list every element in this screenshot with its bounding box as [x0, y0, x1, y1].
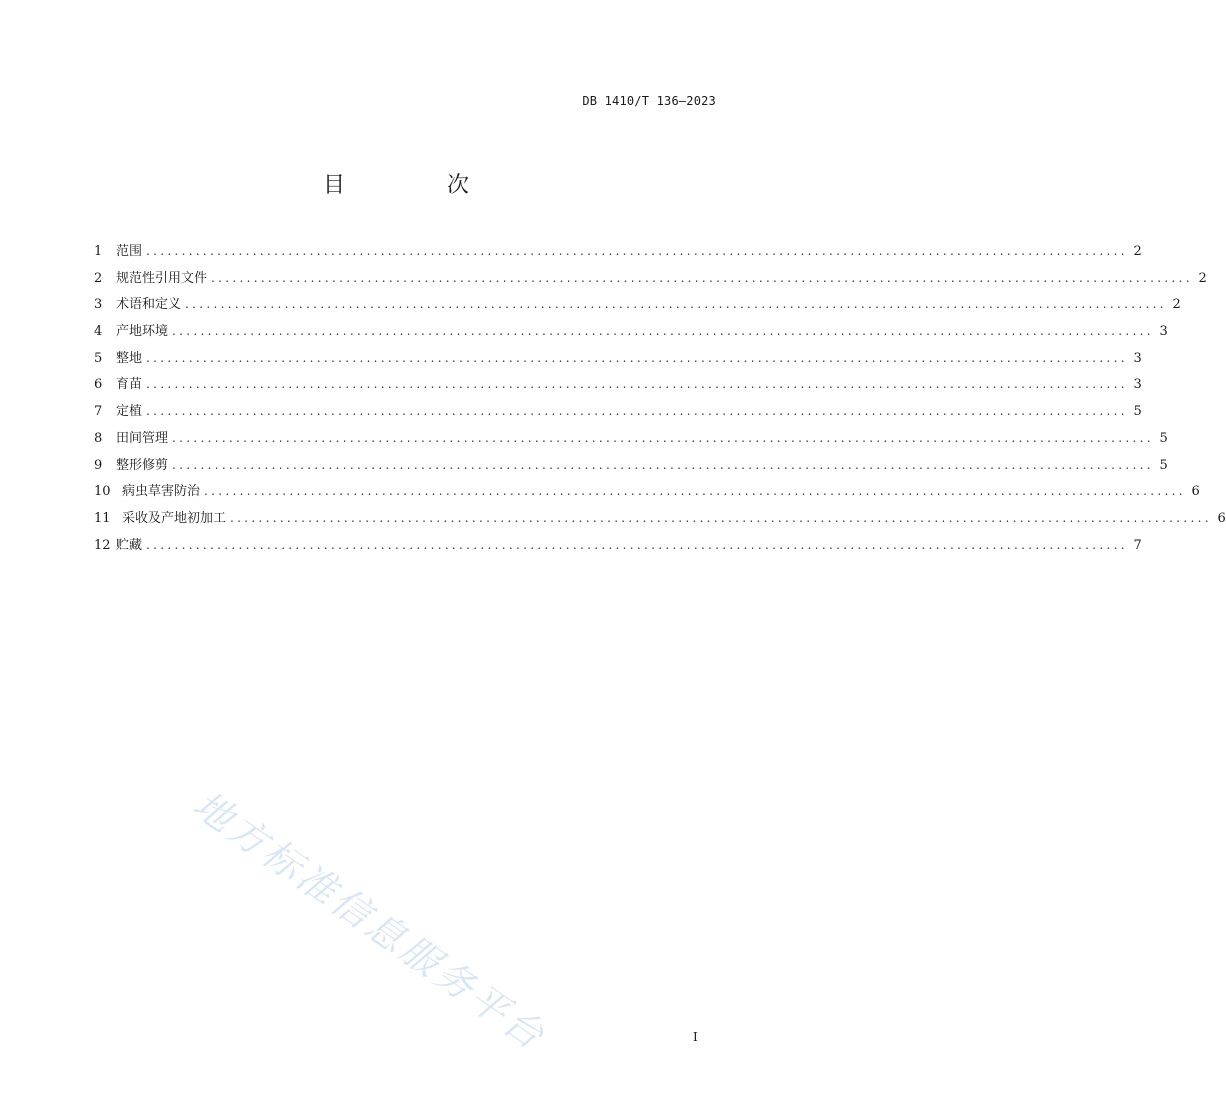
toc-entry-number: 8 — [94, 430, 103, 446]
toc-entry-title: 产地环境 — [116, 324, 169, 340]
toc-entry-title: 病虫草害防治 — [122, 484, 201, 500]
toc-entry[interactable] — [94, 427, 1168, 454]
toc-entry-title: 整形修剪 — [116, 457, 169, 473]
toc-leader-dots: .......................................................................................................................................... — [204, 484, 1186, 499]
toc-entry-number: 6 — [94, 377, 103, 393]
toc-entry-title: 术语和定义 — [116, 297, 182, 313]
toc-entry-number: 11 — [94, 510, 111, 526]
toc-entry-number: 4 — [94, 324, 103, 340]
toc-leader-dots: .......................................................................................................................................... — [230, 510, 1212, 525]
toc-entry-title: 规范性引用文件 — [116, 270, 208, 286]
toc-entry-page: 7 — [1133, 537, 1142, 553]
toc-leader-dots: .......................................................................................................................................... — [146, 244, 1128, 258]
toc-entry-title: 采收及产地初加工 — [122, 510, 227, 526]
toc-entry-page: 5 — [1133, 404, 1142, 420]
toc-entry-title: 育苗 — [116, 377, 143, 393]
toc-entry-title: 范围 — [116, 244, 143, 259]
watermark: 地方标准信息服务平台 — [185, 782, 555, 1060]
toc-entry[interactable] — [94, 347, 1142, 374]
toc-entry[interactable] — [94, 373, 1142, 400]
toc-entry-number: 3 — [94, 297, 103, 313]
toc-leader-dots: .......................................................................................................................................... — [172, 457, 1154, 472]
toc-entry[interactable] — [94, 454, 1168, 481]
toc-entry-page: 2 — [1133, 244, 1142, 259]
toc-entry-page: 3 — [1159, 324, 1168, 340]
toc-entry-number: 10 — [94, 484, 111, 500]
toc-entry-title: 田间管理 — [116, 430, 169, 446]
toc-entry[interactable] — [94, 507, 1226, 534]
toc-entry-number: 1 — [94, 244, 103, 259]
toc-entry-page: 5 — [1159, 430, 1168, 446]
toc-entry-title: 定植 — [116, 404, 143, 420]
toc-leader-dots: .......................................................................................................................................... — [211, 270, 1193, 285]
toc-leader-dots: .......................................................................................................................................... — [146, 537, 1128, 552]
toc-entry-page: 2 — [1198, 270, 1207, 286]
toc-entry[interactable] — [94, 320, 1168, 347]
toc-entry-number: 12 — [94, 537, 111, 553]
toc-leader-dots: .......................................................................................................................................... — [172, 324, 1154, 339]
toc-entry[interactable] — [94, 293, 1181, 320]
toc-entry-number: 9 — [94, 457, 103, 473]
toc-entry-page: 5 — [1159, 457, 1168, 473]
page-title: 目 次 — [322, 173, 509, 198]
toc-entry-number: 5 — [94, 350, 103, 366]
toc-leader-dots: .......................................................................................................................................... — [185, 297, 1167, 312]
toc-entry[interactable] — [94, 240, 1142, 267]
toc-list — [94, 240, 1226, 560]
toc-leader-dots: .......................................................................................................................................... — [146, 377, 1128, 392]
toc-entry[interactable] — [94, 534, 1142, 561]
toc-entry[interactable] — [94, 480, 1200, 507]
toc-entry-number: 2 — [94, 270, 103, 286]
toc-leader-dots: .......................................................................................................................................... — [172, 430, 1154, 445]
toc-entry[interactable] — [94, 267, 1207, 294]
toc-entry[interactable] — [94, 400, 1142, 427]
toc-entry-title: 整地 — [116, 350, 143, 366]
toc-entry-title: 贮藏 — [116, 537, 143, 553]
toc-leader-dots: .......................................................................................................................................... — [146, 350, 1128, 365]
toc-entry-page: 3 — [1133, 350, 1142, 366]
toc-entry-number: 7 — [94, 404, 103, 420]
doc-code: DB 1410/T 136—2023 — [582, 94, 716, 108]
toc-entry-page: 3 — [1133, 377, 1142, 393]
toc-entry-page: 6 — [1217, 510, 1226, 526]
toc-leader-dots: .......................................................................................................................................... — [146, 404, 1128, 419]
toc-entry-page: 2 — [1172, 297, 1181, 313]
toc-entry-page: 6 — [1191, 484, 1200, 500]
page-number: I — [693, 1030, 698, 1044]
